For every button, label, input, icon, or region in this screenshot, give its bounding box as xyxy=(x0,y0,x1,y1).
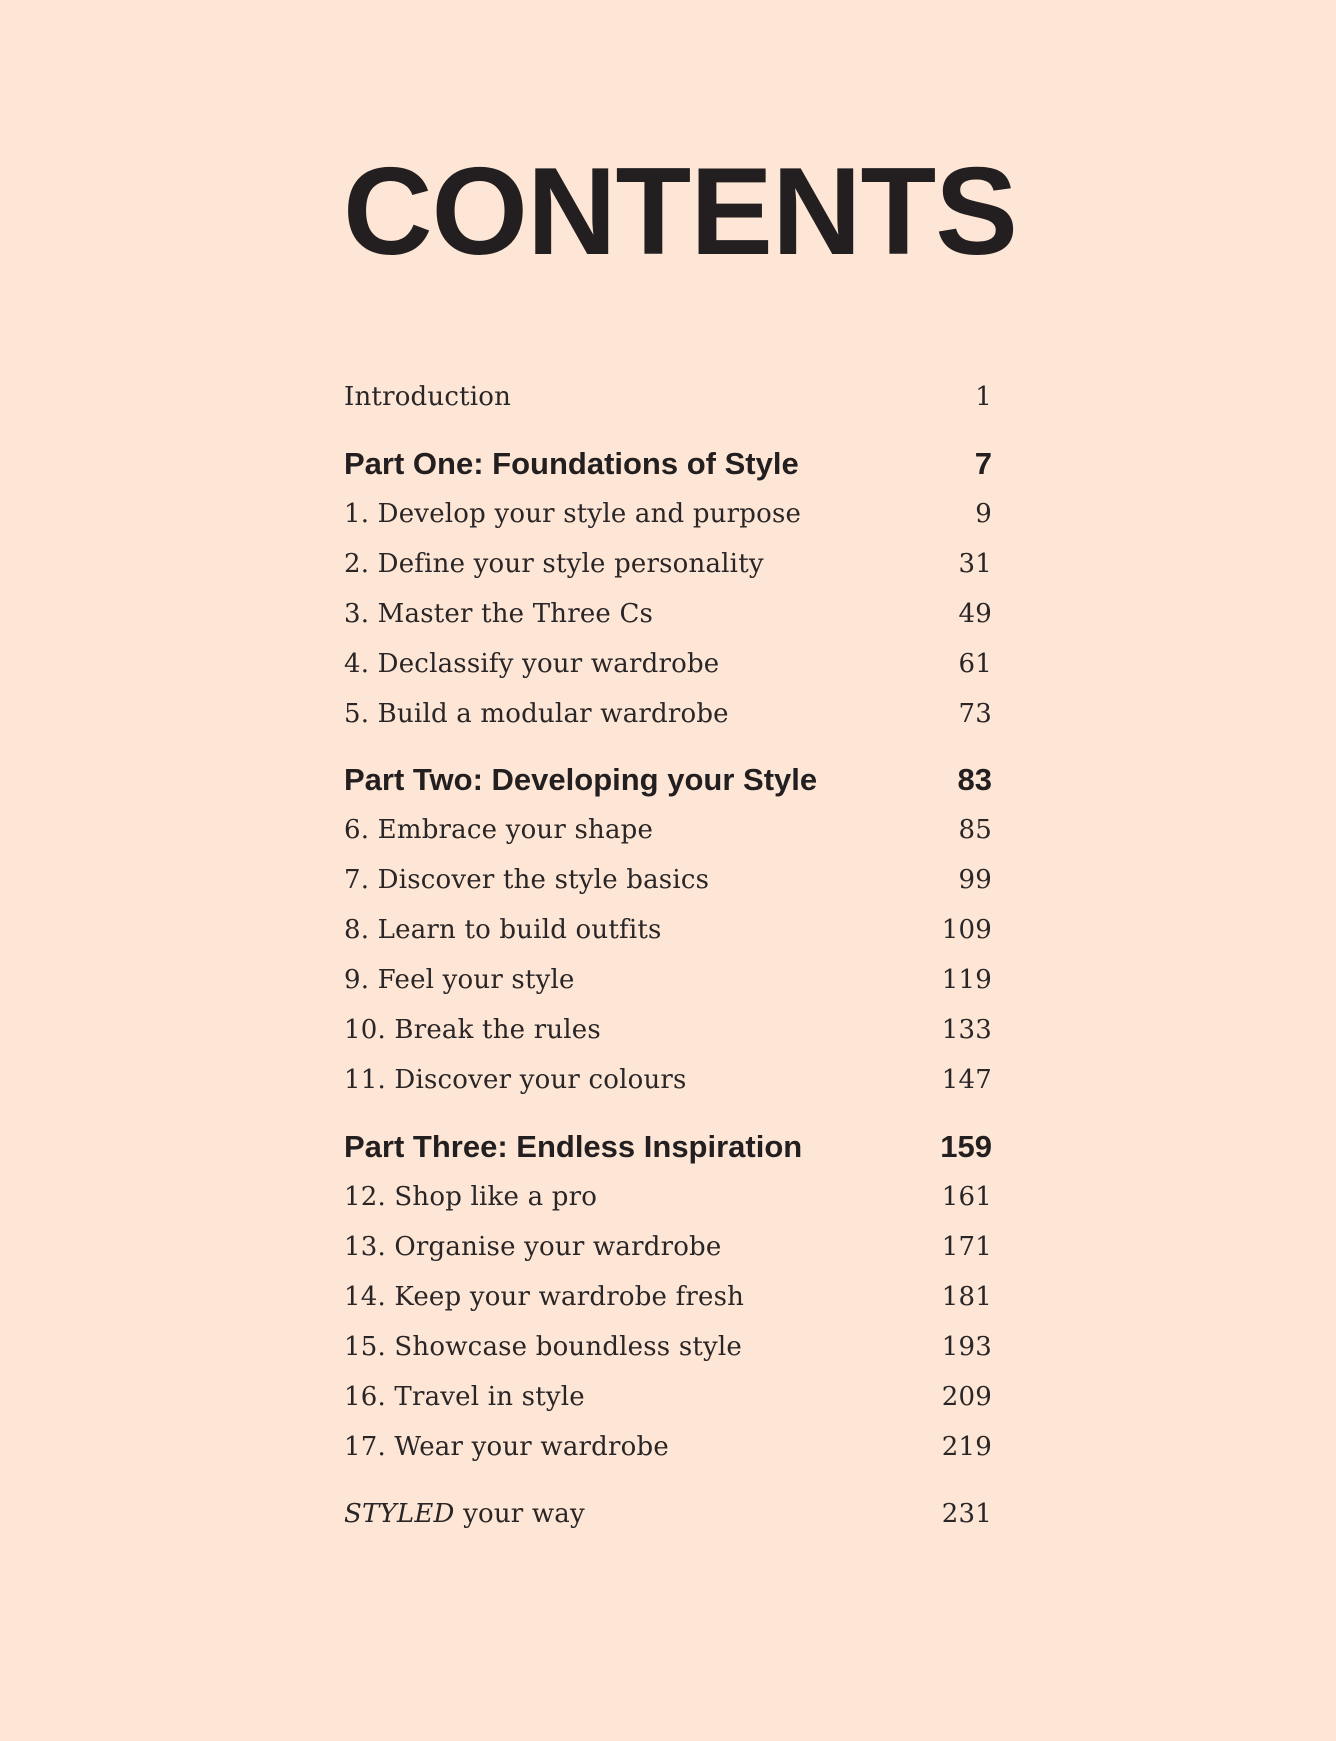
toc-page-number: 109 xyxy=(941,915,992,945)
toc-entry-label: 16. Travel in style xyxy=(344,1382,585,1412)
toc-page-number: 231 xyxy=(941,1499,992,1529)
toc-entry-chapter-3[interactable] xyxy=(344,599,992,639)
toc-page-number: 209 xyxy=(941,1382,992,1412)
toc-entry-chapter-8[interactable] xyxy=(344,915,992,955)
toc-page-number: 193 xyxy=(941,1332,992,1362)
toc-entry-label: 3. Master the Three Cs xyxy=(344,599,654,629)
toc-part-one[interactable] xyxy=(344,446,992,486)
toc-page-number: 161 xyxy=(941,1182,992,1212)
toc-entry-label: 5. Build a modular wardrobe xyxy=(344,699,729,729)
toc-entry-chapter-11[interactable] xyxy=(344,1065,992,1105)
toc-entry-chapter-9[interactable] xyxy=(344,965,992,1005)
toc-entry-label: 17. Wear your wardrobe xyxy=(344,1432,669,1462)
toc-entry-chapter-17[interactable] xyxy=(344,1432,992,1472)
toc-part-two[interactable] xyxy=(344,762,992,802)
page-title: CONTENTS xyxy=(343,143,1017,281)
toc-entry-chapter-7[interactable] xyxy=(344,865,992,905)
toc-page-number: 85 xyxy=(958,815,992,845)
toc-entry-label: 13. Organise your wardrobe xyxy=(344,1232,722,1262)
toc-entry-chapter-14[interactable] xyxy=(344,1282,992,1322)
toc-entry-label: 8. Learn to build outfits xyxy=(344,915,662,945)
toc-page-number: 9 xyxy=(975,499,992,529)
toc-part-three[interactable] xyxy=(344,1129,992,1169)
toc-entry-label: 2. Define your style personality xyxy=(344,549,764,579)
toc-entry-chapter-2[interactable] xyxy=(344,549,992,589)
toc-page-number: 119 xyxy=(941,965,992,995)
toc-entry-label: 9. Feel your style xyxy=(344,965,575,995)
toc-page-number: 219 xyxy=(941,1432,992,1462)
toc-entry-introduction[interactable] xyxy=(344,382,992,422)
toc-entry-chapter-16[interactable] xyxy=(344,1382,992,1422)
toc-page-number: 181 xyxy=(941,1282,992,1312)
toc-entry-label: 11. Discover your colours xyxy=(344,1065,687,1095)
toc-page-number: 83 xyxy=(957,762,992,797)
toc-entry-chapter-13[interactable] xyxy=(344,1232,992,1272)
toc-entry-label: Introduction xyxy=(344,382,512,412)
toc-part-label: Part One: Foundations of Style xyxy=(344,446,799,481)
toc-entry-chapter-10[interactable] xyxy=(344,1015,992,1055)
toc-entry-label: 4. Declassify your wardrobe xyxy=(344,649,720,679)
toc-entry-label: 15. Showcase boundless style xyxy=(344,1332,742,1362)
toc-entry-label: 14. Keep your wardrobe fresh xyxy=(344,1282,745,1312)
toc-entry-label-rest: your way xyxy=(454,1499,585,1529)
toc-page-number: 147 xyxy=(941,1065,992,1095)
toc-entry-chapter-5[interactable] xyxy=(344,699,992,739)
toc-entry-label: 1. Develop your style and purpose xyxy=(344,499,802,529)
styled-italic-word: STYLED xyxy=(344,1499,455,1529)
toc-entry-outro[interactable] xyxy=(344,1499,992,1539)
toc-entry-label: 12. Shop like a pro xyxy=(344,1182,598,1212)
toc-entry-chapter-1[interactable] xyxy=(344,499,992,539)
toc-entry-chapter-6[interactable] xyxy=(344,815,992,855)
toc-part-label: Part Three: Endless Inspiration xyxy=(344,1129,803,1164)
toc-page-number: 61 xyxy=(958,649,992,679)
toc-entry-label: 10. Break the rules xyxy=(344,1015,601,1045)
toc-page-number: 133 xyxy=(941,1015,992,1045)
toc-page-number: 73 xyxy=(958,699,992,729)
toc-entry-chapter-15[interactable] xyxy=(344,1332,992,1372)
toc-entry-chapter-4[interactable] xyxy=(344,649,992,689)
toc-page-number: 159 xyxy=(940,1129,992,1164)
toc-entry-label: 6. Embrace your shape xyxy=(344,815,654,845)
toc-page-number: 99 xyxy=(958,865,992,895)
toc-page-number: 1 xyxy=(975,382,992,412)
toc-page-number: 7 xyxy=(974,446,992,481)
toc-entry-label: 7. Discover the style basics xyxy=(344,865,710,895)
toc-entry-label xyxy=(344,1499,585,1529)
toc-part-label: Part Two: Developing your Style xyxy=(344,762,818,797)
toc-page-number: 31 xyxy=(958,549,992,579)
toc-page-number: 49 xyxy=(958,599,992,629)
toc-entry-chapter-12[interactable] xyxy=(344,1182,992,1222)
toc-page-number: 171 xyxy=(941,1232,992,1262)
